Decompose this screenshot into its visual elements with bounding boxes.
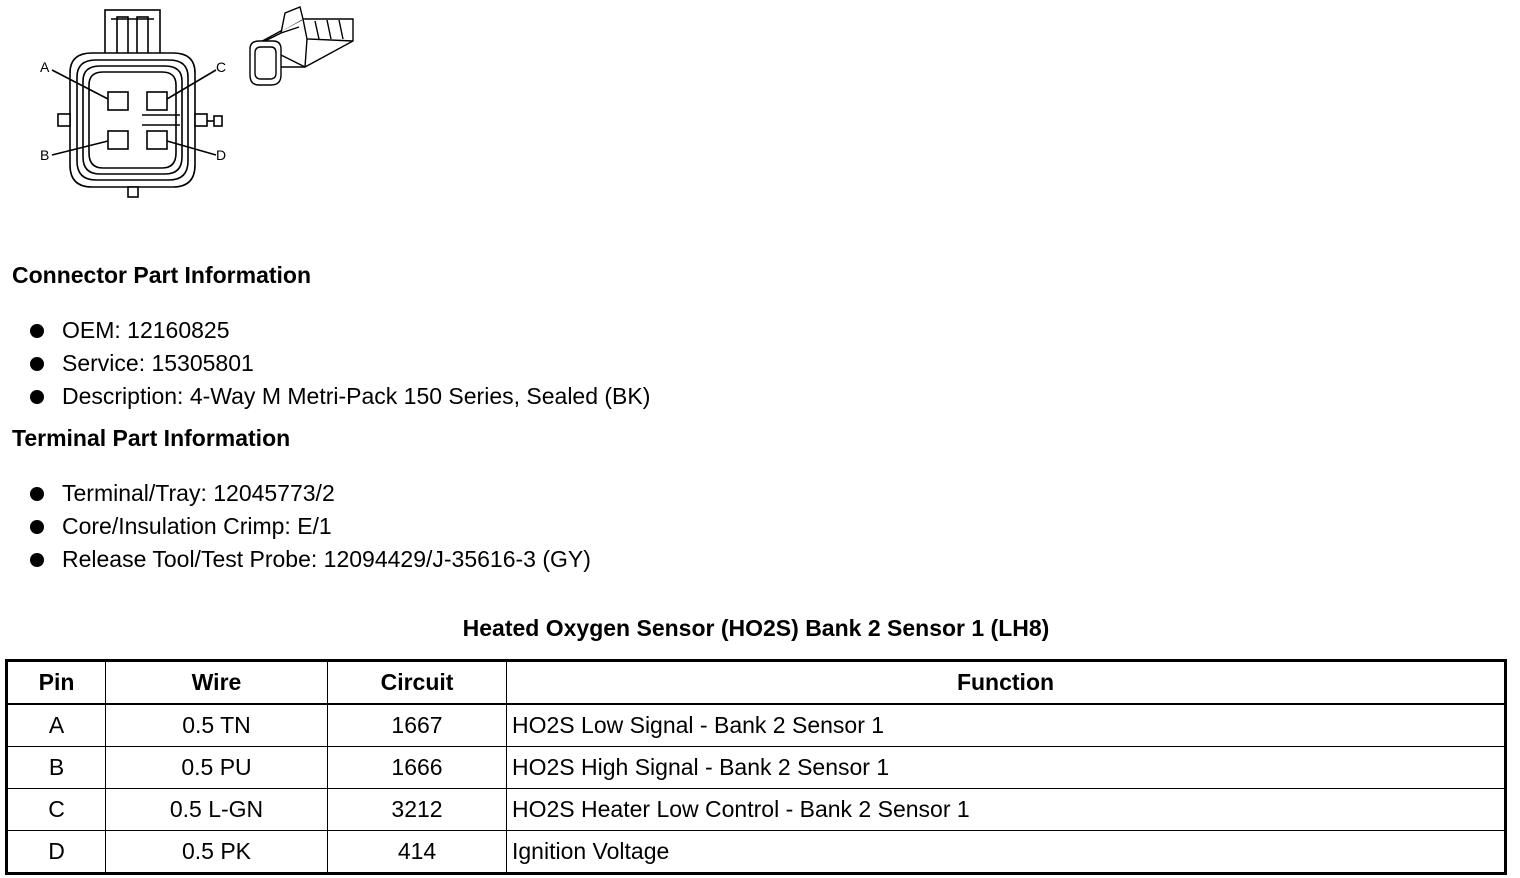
cell-pin: C — [7, 789, 106, 831]
connector-part-info-list — [28, 314, 650, 413]
cell-pin: D — [7, 831, 106, 874]
header-pin: Pin — [7, 661, 106, 705]
cell-circuit: 414 — [328, 831, 507, 874]
bullet-icon — [30, 553, 44, 567]
cell-function: HO2S Low Signal - Bank 2 Sensor 1 — [507, 704, 1506, 747]
cell-wire: 0.5 TN — [106, 704, 328, 747]
connector-latch — [105, 10, 160, 59]
list-item: Terminal/Tray: 12045773/2 — [28, 477, 591, 510]
list-item: Description: 4-Way M Metri-Pack 150 Series, Sealed (BK) — [28, 380, 650, 413]
cavity-c — [147, 92, 167, 110]
bullet-icon — [30, 487, 44, 501]
terminal-part-info-list — [28, 477, 591, 576]
table-row — [7, 789, 1506, 831]
cell-circuit: 1667 — [328, 704, 507, 747]
cell-circuit: 3212 — [328, 789, 507, 831]
list-item: Core/Insulation Crimp: E/1 — [28, 510, 591, 543]
connector-3d-sketch — [245, 5, 360, 90]
cell-function: Ignition Voltage — [507, 831, 1506, 874]
table-row — [7, 704, 1506, 747]
bullet-icon — [30, 357, 44, 371]
cell-circuit: 1666 — [328, 747, 507, 789]
cavity-a — [108, 92, 128, 110]
pin-label-d: D — [216, 147, 227, 163]
cell-pin: A — [7, 704, 106, 747]
connector-housing — [58, 53, 222, 197]
connector-face-diagram — [30, 5, 240, 205]
pin-label-a: A — [40, 59, 50, 75]
terminal-part-info-heading: Terminal Part Information — [12, 425, 291, 451]
list-item: Service: 15305801 — [28, 347, 650, 380]
list-item: OEM: 12160825 — [28, 314, 650, 347]
cell-wire: 0.5 PK — [106, 831, 328, 874]
list-item: Release Tool/Test Probe: 12094429/J-35616-3 (GY) — [28, 543, 591, 576]
bullet-icon — [30, 324, 44, 338]
cavity-d — [147, 131, 167, 149]
cell-wire: 0.5 L-GN — [106, 789, 328, 831]
pin-label-b: B — [40, 147, 50, 163]
header-circuit: Circuit — [328, 661, 507, 705]
header-function: Function — [507, 661, 1506, 705]
table-header-row — [7, 661, 1506, 705]
cell-pin: B — [7, 747, 106, 789]
cell-function: HO2S Heater Low Control - Bank 2 Sensor 1 — [507, 789, 1506, 831]
cell-wire: 0.5 PU — [106, 747, 328, 789]
cell-function: HO2S High Signal - Bank 2 Sensor 1 — [507, 747, 1506, 789]
connector-part-info-heading: Connector Part Information — [12, 262, 312, 288]
table-title: Heated Oxygen Sensor (HO2S) Bank 2 Sensor 1 (LH8) — [462, 615, 1050, 641]
table-row — [7, 831, 1506, 874]
bullet-icon — [30, 520, 44, 534]
pin-table — [5, 659, 1507, 875]
cavity-b — [108, 131, 128, 149]
bullet-icon — [30, 390, 44, 404]
pin-label-c: C — [216, 59, 227, 75]
header-wire: Wire — [106, 661, 328, 705]
table-row — [7, 747, 1506, 789]
